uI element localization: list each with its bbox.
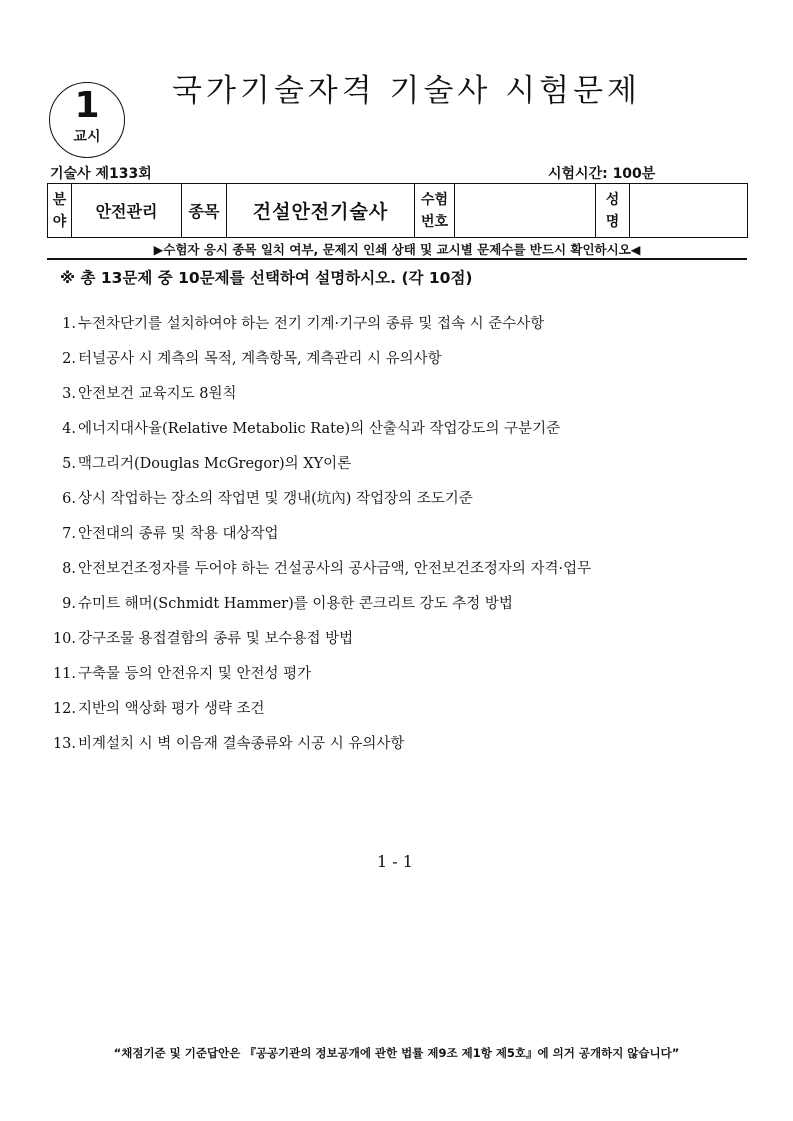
- question-text: 강구조물 용접결함의 종류 및 보수용접 방법: [78, 631, 354, 647]
- question-item: [46, 345, 776, 380]
- question-text: 지반의 액상화 평가 생략 조건: [78, 701, 265, 717]
- field-value: 안전관리: [72, 184, 182, 238]
- question-text: 상시 작업하는 장소의 작업면 및 갱내(坑內) 작업장의 조도기준: [78, 491, 473, 507]
- question-text: 슈미트 해머(Schmidt Hammer)를 이용한 콘크리트 강도 추정 방법: [78, 596, 513, 612]
- question-item: [46, 485, 776, 520]
- exam-time: 시험시간: 100분: [548, 166, 656, 182]
- question-number: 8.: [62, 561, 76, 577]
- exam-number-label-top: 수험: [420, 191, 449, 208]
- check-notice: ▶수험자 응시 종목 일치 여부, 문제지 인쇄 상태 및 교시별 문제수를 반드시 확인하시오◀: [153, 242, 641, 257]
- instruction: ※ 총 13문제 중 10문제를 선택하여 설명하시오. (각 10점): [60, 269, 473, 287]
- field-label-cell: [48, 184, 72, 238]
- question-item: [46, 590, 776, 625]
- question-text: 에너지대사율(Relative Metabolic Rate)의 산출식과 작업강도의 구분기준: [78, 421, 561, 437]
- exam-number-field[interactable]: [455, 184, 596, 238]
- question-text: 안전대의 종류 및 착용 대상작업: [78, 526, 279, 542]
- question-item: [46, 380, 776, 415]
- name-label-cell: [596, 184, 630, 238]
- field-label-top: 분: [52, 191, 67, 208]
- question-text: 비계설치 시 벽 이음재 결속종류와 시공 시 유의사항: [78, 736, 405, 752]
- question-text: 안전보건 교육지도 8원칙: [78, 386, 237, 402]
- name-label-bottom: 명: [605, 213, 620, 230]
- question-item: [46, 695, 776, 730]
- question-number: 4.: [62, 421, 76, 437]
- name-field[interactable]: [630, 184, 748, 238]
- page-title: 국가기술자격 기술사 시험문제: [172, 73, 642, 109]
- question-number: 10.: [52, 631, 76, 647]
- question-text: 누전차단기를 설치하여야 하는 전기 기계·기구의 종류 및 접속 시 준수사항: [78, 316, 545, 332]
- question-number: 6.: [62, 491, 76, 507]
- question-item: [46, 520, 776, 555]
- question-item: [46, 310, 776, 345]
- footer-disclaimer: “채점기준 및 기준답안은 『공공기관의 정보공개에 관한 법률 제9조 제1항 제5호』에 의거 공개하지 않습니다”: [113, 1046, 680, 1060]
- question-text: 구축물 등의 안전유지 및 안전성 평가: [78, 666, 312, 682]
- exam-number-label-bottom: 번호: [420, 213, 449, 230]
- question-item: [46, 730, 776, 765]
- exam-round: 기술사 제133회: [50, 166, 152, 182]
- question-item: [46, 450, 776, 485]
- question-number: 7.: [62, 526, 76, 542]
- question-text: 안전보건조정자를 두어야 하는 건설공사의 공사금액, 안전보건조정자의 자격·업무: [78, 561, 592, 577]
- divider: [47, 258, 747, 260]
- field-label-bottom: 야: [52, 213, 67, 230]
- exam-info-table: [47, 183, 748, 238]
- session-label: 교시: [73, 129, 101, 145]
- question-number: 1.: [62, 316, 76, 332]
- question-number: 3.: [62, 386, 76, 402]
- question-number: 5.: [62, 456, 76, 472]
- question-number: 11.: [52, 666, 76, 682]
- category-value: 건설안전기술사: [227, 184, 415, 238]
- question-number: 9.: [62, 596, 76, 612]
- question-list: [46, 310, 776, 765]
- question-text: 터널공사 시 계측의 목적, 계측항목, 계측관리 시 유의사항: [78, 351, 442, 367]
- question-item: [46, 660, 776, 695]
- question-item: [46, 555, 776, 590]
- exam-number-label-cell: [415, 184, 455, 238]
- question-item: [46, 625, 776, 660]
- question-item: [46, 415, 776, 450]
- category-label: 종목: [182, 184, 227, 238]
- page-number: 1 - 1: [377, 852, 413, 871]
- name-label-top: 성: [605, 191, 620, 208]
- question-number: 12.: [52, 701, 76, 717]
- question-number: 2.: [62, 351, 76, 367]
- session-number: 1: [74, 85, 100, 126]
- question-text: 맥그리거(Douglas McGregor)의 XY이론: [78, 456, 352, 472]
- question-number: 13.: [52, 736, 76, 752]
